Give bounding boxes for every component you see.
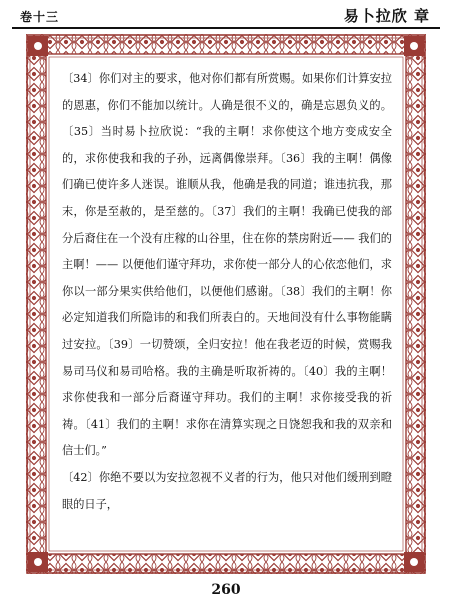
header-rule — [12, 27, 440, 29]
chapter-title: 易卜拉欣 章 — [343, 7, 430, 25]
paragraph: 〔42〕你绝不要以为安拉忽视不义者的行为，他只对他们缓刑到瞪眼的日子， — [62, 470, 392, 511]
chapter-number: 卷十三 — [20, 10, 60, 24]
page-header — [0, 0, 452, 28]
page-number: 260 — [211, 582, 241, 598]
body-text — [62, 66, 392, 518]
paragraph: 〔34〕你们对主的要求，他对你们都有所赏赐。如果你们计算安拉的恩惠，你们不能加以统计。人确是很不义的，确是忘恩负义的。〔35〕当时易卜拉欣说：“我的主啊！求你使这个地方变成安全的，求你使我和我的子孙，远离偶像崇拜。〔36〕我的主啊！偶像们确已使许多人迷误。谁顺从我，他确是我的同道；谁违抗我，那末，你是至赦的，是至慈的。〔37〕我们的主啊！我确已使我的部分后裔住在一个没有庄稼的山谷里，住在你的禁房附近—— 我们的主啊！—— 以便他们谨守拜功，求你使一部分人的心依恋他们，求你以一部分果实供给他们，以便他们感谢。〔38〕我们的主啊！你必定知道我们所隐讳的和我们所表白的。天地间没有什么事物能瞒过安拉。〔39〕一切赞颂，全归安拉！他在我老迈的时候，赏赐我易司马仪和易司哈格。我的主确是听取祈祷的。〔40〕我的主啊！求你使我和一部分后裔谨守拜功。我们的主啊！求你接受我的祈祷。〔41〕我们的主啊！求你在清算实现之日饶恕我和我的双亲和信士们。” — [62, 72, 392, 458]
